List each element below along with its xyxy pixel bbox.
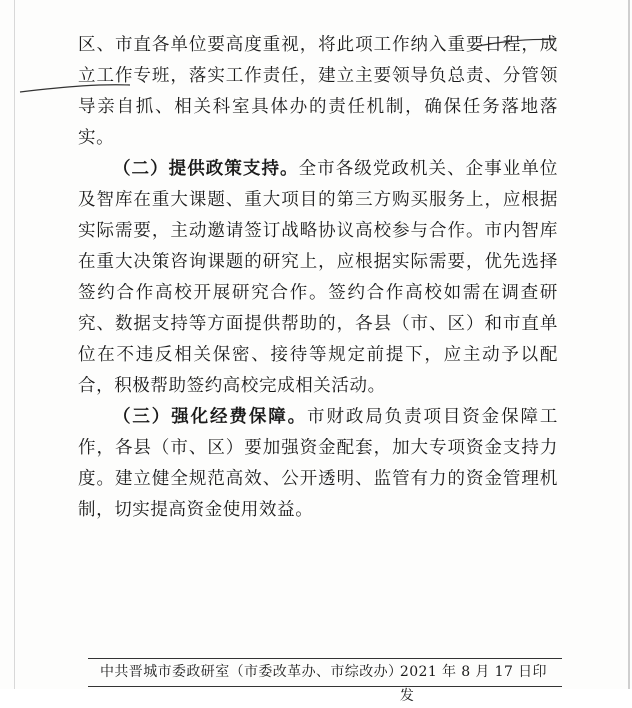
- footer-date: 2021 年 8 月 17 日印发: [399, 664, 547, 704]
- scan-left-edge: [14, 0, 15, 689]
- paragraph-text: 区、市直各单位要高度重视，将此项工作纳入重要日程，成立工作专班，落实工作责任，建立主要领导负总责、分管领导亲自抓、相关科室具体办的责任机制，确保任务落地落实。: [78, 35, 558, 148]
- paragraph-policy-support: [78, 154, 558, 402]
- paragraph-continuation: [78, 30, 558, 154]
- paragraph-text: 市财政局负责项目资金保障工作，各县（市、区）要加强资金配套，加大专项资金支持力度。建立健全规范高效、公开透明、监管有力的资金管理机制，切实提高资金使用效益。: [78, 407, 558, 520]
- section-heading-funding-guarantee: （三）强化经费保障。: [113, 407, 308, 427]
- section-heading-policy-support: （二）提供政策支持。: [113, 159, 299, 179]
- document-body: [78, 30, 558, 526]
- footer: [100, 660, 560, 708]
- footer-issuer: 中共晋城市委政研室（市委改革办、市综改办）: [100, 664, 403, 680]
- paragraph-funding-guarantee: [78, 402, 558, 526]
- footer-rule-bottom: [88, 686, 562, 687]
- scan-right-edge: [628, 0, 630, 689]
- paragraph-text: 全市各级党政机关、企事业单位及智库在重大课题、重大项目的第三方购买服务上，应根据实际需要，主动邀请签订战略协议高校参与合作。市内智库在重大决策咨询课题的研究上，应根据实际需要，优先选择签约合作高校开展研究合作。签约合作高校如需在调查研究、数据支持等方面提供帮助的，各县（市、区）和市直单位在不违反相关保密、接待等规定前提下，应主动予以配合，积极帮助签约高校完成相关活动。: [78, 159, 558, 396]
- footer-rule-top: [88, 658, 562, 659]
